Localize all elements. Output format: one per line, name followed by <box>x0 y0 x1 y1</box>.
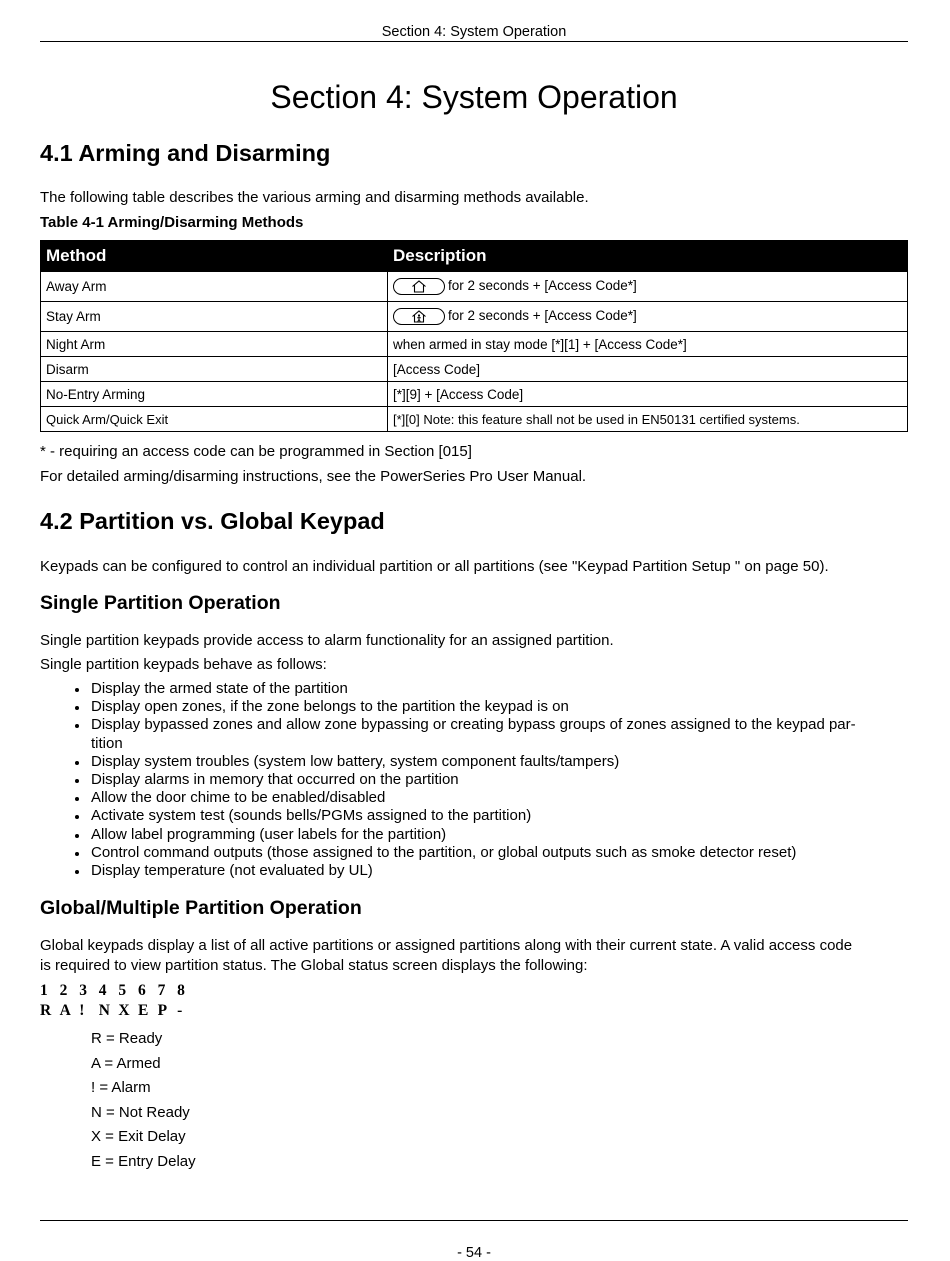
single-partition-p2: Single partition keypads behave as follows: <box>40 656 327 673</box>
legend-item: A = Armed <box>91 1054 161 1072</box>
table-row <box>41 302 908 332</box>
method-cell: Stay Arm <box>41 302 388 332</box>
partition-number: 4 <box>98 982 107 999</box>
header-rule <box>40 41 908 42</box>
list-item: Display alarms in memory that occurred on the partition <box>40 771 908 789</box>
global-partition-p1-line1: Global keypads display a list of all active partitions or assigned partitions along with their current state. A valid access code <box>40 937 853 954</box>
table-row <box>41 272 908 302</box>
status-code-legend <box>91 1027 196 1174</box>
description-cell: [*][0] Note: this feature shall not be used in EN50131 certified systems. <box>388 407 908 432</box>
single-partition-behavior-list <box>40 680 908 880</box>
arming-methods-table <box>40 240 908 432</box>
list-item: Display system troubles (system low battery, system component faults/tampers) <box>40 753 908 771</box>
heading-4-1: 4.1 Arming and Disarming <box>40 140 331 166</box>
method-cell: Disarm <box>41 357 388 382</box>
list-item: Display temperature (not evaluated by UL) <box>40 862 908 880</box>
legend-item: ! = Alarm <box>91 1079 151 1096</box>
global-partition-p1-line2: is required to view partition status. The Global status screen displays the following: <box>40 957 588 974</box>
table-row <box>41 332 908 357</box>
method-cell: Quick Arm/Quick Exit <box>41 407 388 432</box>
footer-rule <box>40 1220 908 1221</box>
list-item: Display open zones, if the zone belongs to the partition the keypad is on <box>40 698 908 716</box>
table-row <box>41 382 908 407</box>
table-header-row <box>41 241 908 272</box>
partition-number: 7 <box>157 982 166 999</box>
list-item: Control command outputs (those assigned to the partition, or global outputs such as smoke detector reset) <box>40 844 908 862</box>
partition-number: 6 <box>137 982 146 999</box>
keypad-intro: Keypads can be configured to control an individual partition or all partitions (see "Keypad Partition Setup " on page 50). <box>40 558 829 575</box>
partition-number: 8 <box>177 982 185 999</box>
method-cell: No-Entry Arming <box>41 382 388 407</box>
list-item: Display bypassed zones and allow zone bypassing or creating bypass groups of zones assigned to the keypad par- tition <box>40 716 908 752</box>
list-item: Activate system test (sounds bells/PGMs assigned to the partition) <box>40 807 908 825</box>
heading-4-2: 4.2 Partition vs. Global Keypad <box>40 508 385 534</box>
legend-item: E = Entry Delay <box>91 1152 196 1170</box>
list-item: Display the armed state of the partition <box>40 680 908 698</box>
access-code-footnote: * - requiring an access code can be programmed in Section [015] <box>40 443 472 460</box>
partition-status-row <box>40 1002 197 1020</box>
description-cell: when armed in stay mode [*][1] + [Access Code*] <box>388 332 908 357</box>
heading-global-partition: Global/Multiple Partition Operation <box>40 897 362 919</box>
description-text: for 2 seconds + [Access Code*] <box>448 308 637 324</box>
description-text: for 2 seconds + [Access Code*] <box>448 278 637 294</box>
partition-number: 1 <box>40 982 48 999</box>
partition-number: 2 <box>59 982 68 999</box>
partition-status-code: R <box>40 1002 52 1019</box>
page-number: - 54 - <box>457 1245 491 1261</box>
list-item: Allow the door chime to be enabled/disabled <box>40 789 908 807</box>
heading-single-partition: Single Partition Operation <box>40 592 281 614</box>
description-cell: [Access Code] <box>388 357 908 382</box>
column-header-description: Description <box>388 241 908 272</box>
stay-arm-key-icon <box>393 308 445 325</box>
partition-status-code: P <box>157 1002 168 1019</box>
legend-item: X = Exit Delay <box>91 1128 186 1145</box>
method-cell: Away Arm <box>41 272 388 302</box>
running-header: Section 4: System Operation <box>381 24 567 40</box>
arming-intro: The following table describes the various arming and disarming methods available. <box>40 189 589 206</box>
away-arm-key-icon <box>393 278 445 295</box>
partition-status-code: - <box>177 1002 183 1019</box>
partition-number: 3 <box>79 982 87 999</box>
description-cell <box>388 272 908 302</box>
partition-status-code: E <box>137 1002 149 1019</box>
legend-item: R = Ready <box>91 1030 163 1047</box>
table-caption: Table 4-1 Arming/Disarming Methods <box>40 214 304 231</box>
description-cell <box>388 302 908 332</box>
partition-number: 5 <box>118 982 127 999</box>
table-row <box>41 357 908 382</box>
method-cell: Night Arm <box>41 332 388 357</box>
table-row <box>41 407 908 432</box>
partition-status-code: N <box>98 1002 110 1019</box>
partition-status-code: X <box>118 1002 130 1019</box>
description-cell: [*][9] + [Access Code] <box>388 382 908 407</box>
partition-status-code: ! <box>79 1002 85 1019</box>
legend-item: N = Not Ready <box>91 1103 190 1121</box>
partition-status-code: A <box>59 1002 71 1019</box>
single-partition-p1: Single partition keypads provide access to alarm functionality for an assigned partition. <box>40 632 614 649</box>
partition-number-row <box>40 982 197 1000</box>
list-item: Allow label programming (user labels for the partition) <box>40 826 908 844</box>
user-manual-reference: For detailed arming/disarming instructions, see the PowerSeries Pro User Manual. <box>40 468 587 485</box>
column-header-method: Method <box>41 241 388 272</box>
section-title: Section 4: System Operation <box>270 79 678 115</box>
